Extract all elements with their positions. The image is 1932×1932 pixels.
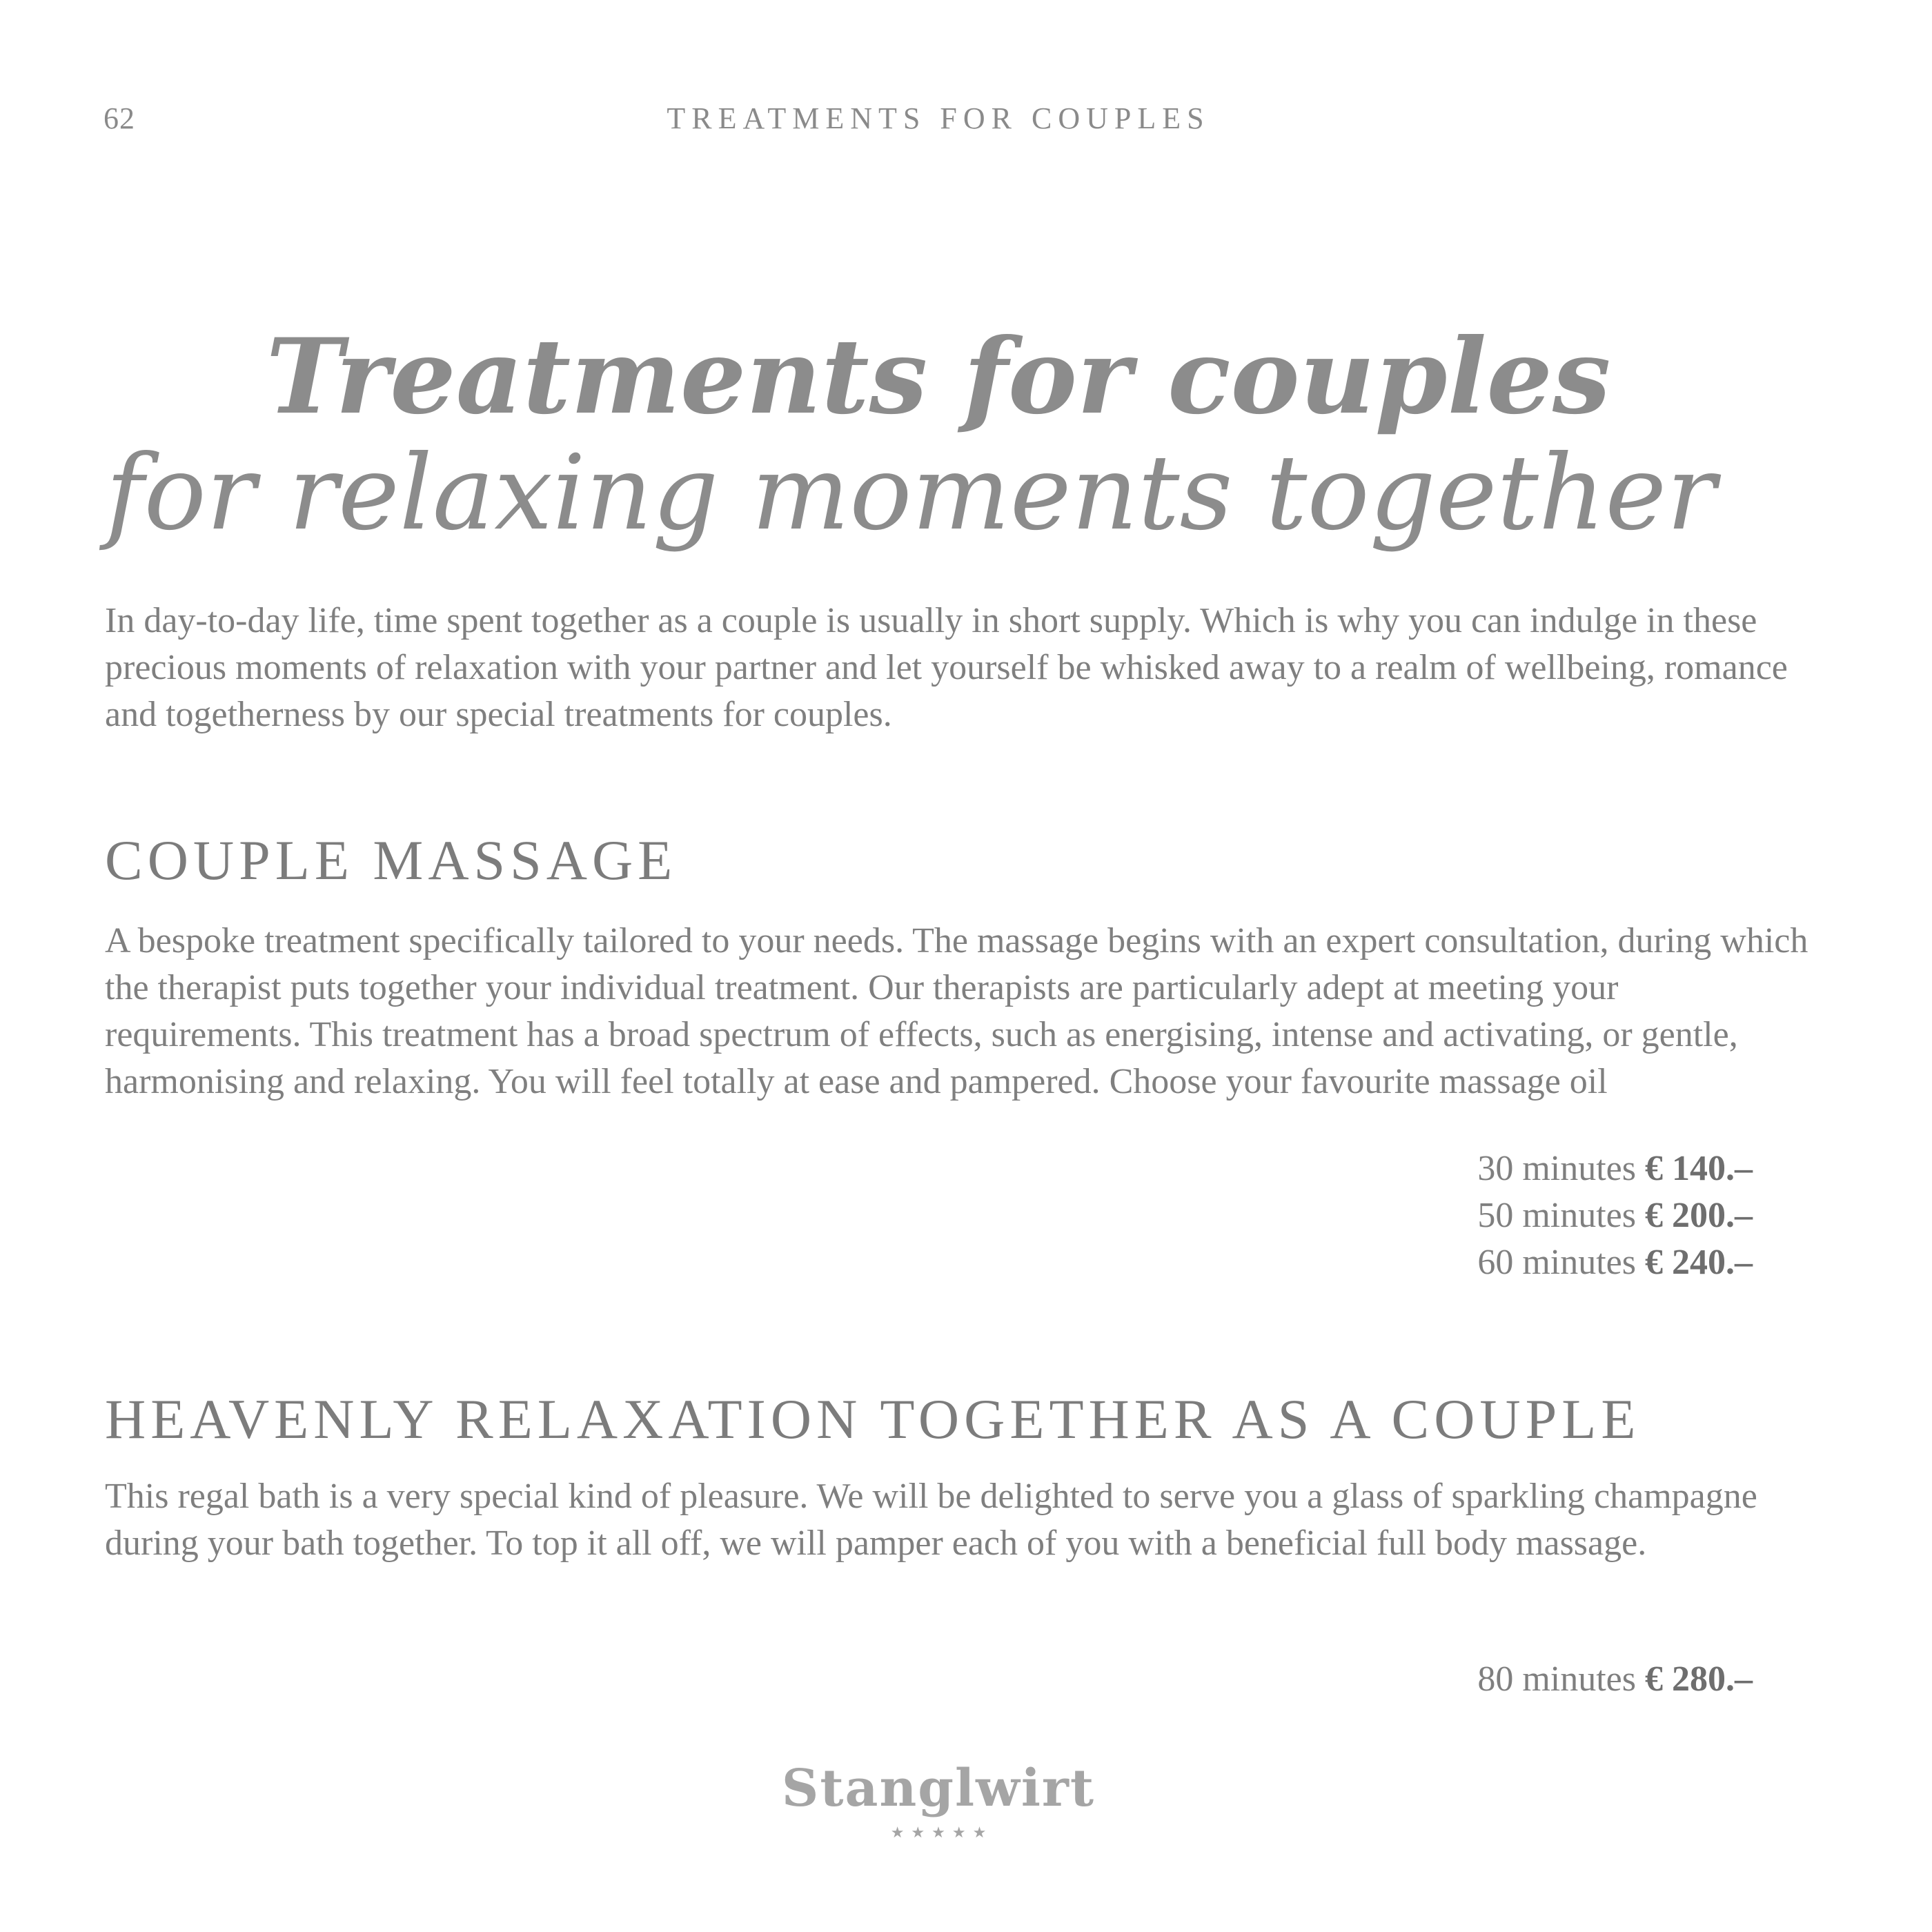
heavenly-relaxation-price-list xyxy=(1270,1656,1753,1703)
logo-wordmark: Stanglwirt xyxy=(781,1759,1096,1818)
price-value: € 200.– xyxy=(1645,1196,1753,1235)
price-row xyxy=(1270,1656,1753,1703)
page-number: 62 xyxy=(103,101,135,135)
logo-stars: ★★★★★ xyxy=(890,1824,994,1841)
page-title-line-2: for relaxing moments together xyxy=(106,433,1716,553)
couple-massage-description: A bespoke treatment specifically tailored to your needs. The massage begins with an expert consultation, during which the therapist puts together your individual treatment. Our therapists are particularly adept at meeting your requirements. This treatment has a broad spectrum of effects, such as energising, intense and activating, or gentle, harmonising and relaxing. You will feel totally at ease and pampered. Choose your favourite massage oil xyxy=(105,921,1808,1101)
running-head: TREATMENTS FOR COUPLES xyxy=(667,101,1210,135)
price-row xyxy=(1270,1145,1753,1192)
price-duration: 60 minutes xyxy=(1477,1243,1636,1282)
price-value: € 240.– xyxy=(1645,1243,1753,1282)
section-heading-couple-massage: COUPLE MASSAGE xyxy=(105,829,678,891)
price-duration: 80 minutes xyxy=(1477,1659,1636,1699)
price-value: € 140.– xyxy=(1645,1149,1753,1188)
price-duration: 50 minutes xyxy=(1477,1196,1636,1235)
price-row xyxy=(1270,1192,1753,1239)
price-duration: 30 minutes xyxy=(1477,1149,1636,1188)
intro-paragraph: In day-to-day life, time spent together as a couple is usually in short supply. Which is why you can indulge in these precious moments of relaxation with your partner and let yourself be whisked away to a realm of wellbeing, romance and togetherness by our special treatments for couples. xyxy=(105,601,1788,734)
footer-logo xyxy=(0,1759,1877,1842)
couple-massage-price-list xyxy=(1270,1145,1753,1286)
price-row xyxy=(1270,1239,1753,1286)
price-value: € 280.– xyxy=(1645,1659,1753,1699)
page-title-line-1: Treatments for couples xyxy=(266,315,1611,437)
heavenly-relaxation-description: This regal bath is a very special kind of pleasure. We will be delighted to serve you a glass of sparkling champagne during your bath together. To top it all off, we will pamper each of you with a beneficial full body massage. xyxy=(105,1477,1757,1563)
section-heading-heavenly-relaxation: HEAVENLY RELAXATION TOGETHER AS A COUPLE xyxy=(105,1388,1641,1450)
